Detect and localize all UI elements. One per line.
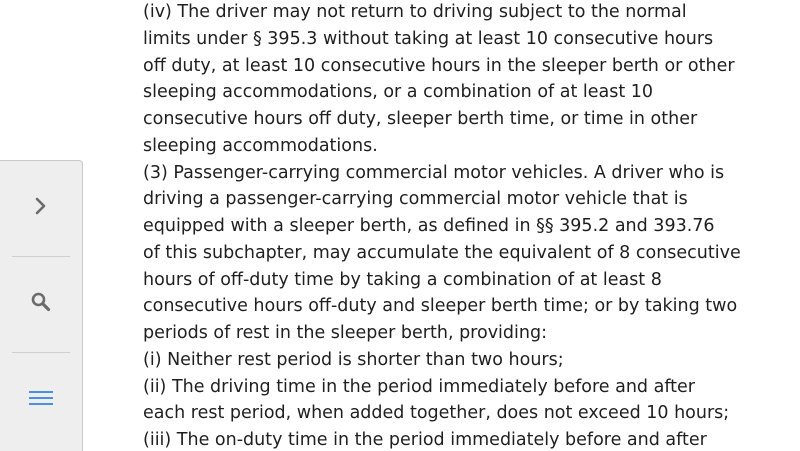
text-line: (i) Neither rest period is shorter than two hours;: [143, 349, 564, 370]
search-button[interactable]: [0, 257, 82, 352]
menu-icon: [28, 390, 54, 411]
text-line: off duty, at least 10 consecutive hours in the sleeper berth or other: [143, 55, 735, 76]
text-line: hours of off-duty time by taking a combination of at least 8: [143, 269, 662, 290]
text-line: (3) Passenger-carrying commercial motor vehicles. A driver who is: [143, 162, 725, 183]
text-line: sleeping accommodations, or a combination of at least 10: [143, 82, 654, 103]
expand-button[interactable]: [0, 161, 82, 256]
menu-button[interactable]: [0, 353, 82, 448]
text-line: consecutive hours off duty, sleeper berth time, or time in other: [143, 109, 698, 129]
text-line: periods of rest in the sleeper berth, providing:: [143, 323, 547, 343]
text-line: equipped with a sleeper berth, as defined in §§ 395.2 and 393.76: [143, 216, 715, 236]
text-line: (iii) The on-duty time in the period immediately before and after: [143, 430, 707, 450]
side-toolbar: [0, 160, 83, 451]
text-line: driving a passenger-carrying commercial motor vehicle that is: [143, 189, 688, 210]
text-line: (ii) The driving time in the period immediately before and after: [143, 376, 696, 397]
chevron-right-icon: [34, 197, 48, 220]
regulation-text: [143, 0, 793, 451]
text-line: limits under § 395.3 without taking at least 10 consecutive hours: [143, 28, 714, 49]
search-icon: [30, 291, 52, 318]
text-line: (iv) The driver may not return to driving subject to the normal: [143, 2, 687, 22]
text-line: consecutive hours off-duty and sleeper berth time; or by taking two: [143, 296, 738, 317]
text-line: of this subchapter, may accumulate the equivalent of 8 consecutive: [143, 242, 741, 263]
text-line: each rest period, when added together, does not exceed 10 hours;: [143, 403, 730, 424]
text-line: sleeping accommodations.: [143, 135, 378, 156]
